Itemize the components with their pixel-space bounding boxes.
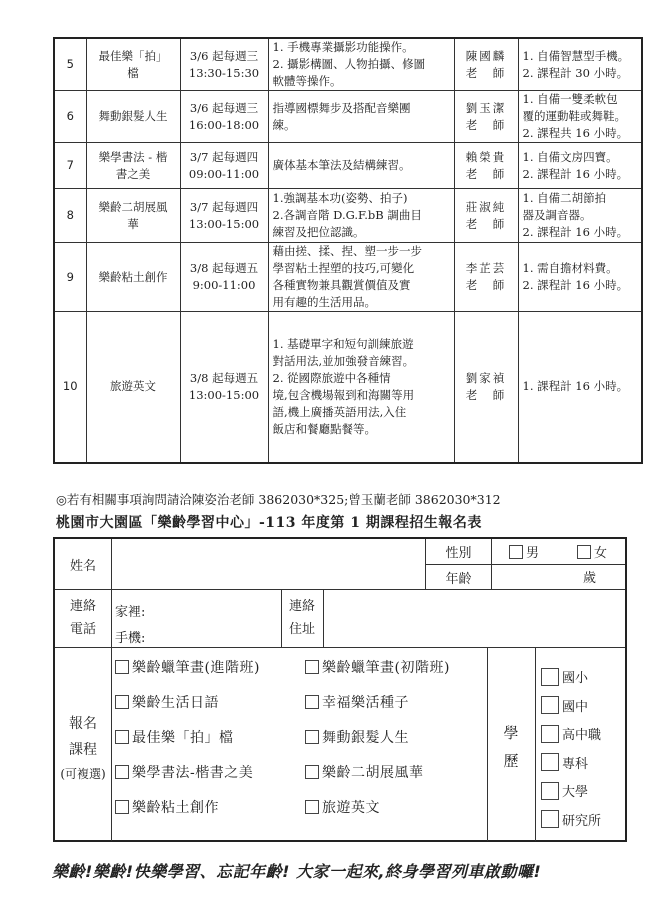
form-title: 桃園市大園區「樂齡學習中心」-113 年度第 1 期課程招生報名表 (56, 515, 482, 531)
course-option-label: 幸福樂活種子 (322, 695, 409, 711)
course-time: 3/8 起每週五 9:00-11:00 (180, 243, 268, 312)
course-multi-note: (可複選) (60, 767, 106, 781)
course-teacher: 賴榮貴 老 師 (454, 143, 518, 189)
education-option[interactable] (541, 753, 588, 772)
course-checkbox[interactable] (305, 660, 319, 674)
female-label: 女 (594, 546, 608, 561)
home-phone-label: 家裡: (115, 605, 146, 620)
education-checkbox[interactable] (541, 696, 559, 714)
education-option[interactable] (541, 781, 588, 800)
course-checkbox[interactable] (305, 765, 319, 779)
course-option-label: 樂齡二胡展風華 (322, 765, 424, 781)
gender-label: 性別 (445, 546, 472, 561)
course-name: 旅遊英文 (86, 312, 180, 463)
course-row (54, 143, 642, 189)
course-num: 10 (54, 312, 86, 463)
course-option[interactable] (305, 762, 424, 782)
male-label: 男 (526, 546, 540, 561)
course-option[interactable] (305, 692, 409, 712)
course-num: 7 (54, 143, 86, 189)
education-option-label: 國小 (562, 671, 589, 686)
course-teacher: 李芷芸 老 師 (454, 243, 518, 312)
course-note: 1. 自備一雙柔軟包 覆的運動鞋或舞鞋。 2. 課程共 16 小時。 (518, 91, 642, 143)
course-time: 3/6 起每週三 16:00-18:00 (180, 91, 268, 143)
education-option-label: 高中職 (562, 728, 602, 743)
course-checkbox[interactable] (115, 660, 129, 674)
course-option-label: 最佳樂「拍」檔 (132, 730, 234, 746)
course-option-label: 樂齡蠟筆畫(初階班) (322, 660, 450, 676)
gender-male-option[interactable] (509, 542, 539, 561)
course-content: 廣体基本筆法及結構練習。 (268, 143, 454, 189)
course-option-label: 舞動銀髮人生 (322, 730, 409, 746)
education-option-label: 國中 (562, 699, 589, 715)
gender-female-option[interactable] (577, 542, 607, 561)
course-label: 報名 課程 (69, 716, 97, 758)
course-num: 5 (54, 38, 86, 91)
course-note: 1. 自備智慧型手機。 2. 課程計 30 小時。 (518, 38, 642, 91)
course-note: 1. 需自擔材料費。 2. 課程計 16 小時。 (518, 243, 642, 312)
course-option-label: 旅遊英文 (322, 800, 380, 816)
course-row (54, 243, 642, 312)
course-note: 1. 自備二胡節拍 器及調音器。 2. 課程計 16 小時。 (518, 189, 642, 243)
course-name: 樂學書法 - 楷 書之美 (86, 143, 180, 189)
course-name: 最佳樂「拍」 檔 (86, 38, 180, 91)
education-checkbox[interactable] (541, 668, 559, 686)
course-checkbox[interactable] (115, 730, 129, 744)
course-checkbox[interactable] (305, 800, 319, 814)
course-checkbox[interactable] (115, 695, 129, 709)
course-note: 1. 課程計 16 小時。 (518, 312, 642, 463)
course-checkbox[interactable] (305, 695, 319, 709)
course-option[interactable] (115, 692, 219, 712)
course-num: 9 (54, 243, 86, 312)
education-checkbox[interactable] (541, 782, 559, 800)
course-teacher: 陳國麟 老 師 (454, 38, 518, 91)
course-content: 1. 基礎單字和短句訓練旅遊 對話用法,並加強發音練習。 2. 從國際旅遊中各種情 境,包含機場報到和海關等用 語,機上廣播英語用法,入住 飯店和餐廳點餐等。 (268, 312, 454, 463)
name-field[interactable] (112, 539, 424, 589)
education-option[interactable] (541, 810, 601, 829)
education-option-label: 大學 (562, 785, 589, 800)
course-option[interactable] (305, 797, 380, 817)
education-option-label: 研究所 (562, 813, 602, 829)
course-time: 3/8 起每週五 13:00-15:00 (180, 312, 268, 463)
phone-label: 連絡 電話 (69, 599, 96, 637)
education-option[interactable] (541, 667, 588, 686)
course-row (54, 38, 642, 91)
course-option[interactable] (305, 727, 409, 747)
course-teacher: 劉家禎 老 師 (454, 312, 518, 463)
course-row (54, 312, 642, 463)
age-label: 年齡 (445, 571, 472, 587)
course-content: 1.強調基本功(姿勢、拍子) 2.各調音階 D.G.F.bB 調曲目 練習及把位認識。 (268, 189, 454, 243)
course-content: 1. 手機專業攝影功能操作。 2. 攝影構圖、人物拍攝、修圖 軟體等操作。 (268, 38, 454, 91)
course-name: 樂齡二胡展風 華 (86, 189, 180, 243)
course-content: 藉由搓、揉、捏、塑一步一步 學習粘土捏塑的技巧,可變化 各種實物兼具觀賞價值及實 用有趣的生活用品。 (268, 243, 454, 312)
education-option[interactable] (541, 696, 588, 715)
course-option-label: 樂齡蠟筆畫(進階班) (132, 660, 260, 676)
education-checkbox[interactable] (541, 810, 559, 828)
course-row (54, 91, 642, 143)
course-teacher: 莊淑純 老 師 (454, 189, 518, 243)
course-num: 8 (54, 189, 86, 243)
course-name: 樂齡粘土創作 (86, 243, 180, 312)
male-checkbox[interactable] (509, 545, 523, 559)
course-time: 3/6 起每週三 13:30-15:30 (180, 38, 268, 91)
course-option-label: 樂齡粘土創作 (132, 800, 219, 816)
course-option[interactable] (115, 657, 260, 677)
course-option[interactable] (305, 657, 450, 677)
course-option[interactable] (115, 727, 234, 747)
course-option-label: 樂學書法-楷書之美 (132, 765, 254, 781)
course-note: 1. 自備文房四寶。 2. 課程計 16 小時。 (518, 143, 642, 189)
education-checkbox[interactable] (541, 725, 559, 743)
course-name: 舞動銀髮人生 (86, 91, 180, 143)
education-option-label: 專科 (562, 756, 589, 772)
course-num: 6 (54, 91, 86, 143)
phone-field[interactable] (155, 597, 275, 643)
course-option[interactable] (115, 797, 219, 817)
course-checkbox[interactable] (115, 800, 129, 814)
age-field[interactable] (492, 565, 582, 589)
name-label: 姓名 (69, 558, 96, 574)
course-checkbox[interactable] (115, 765, 129, 779)
course-content: 指導國標舞步及搭配音樂團 練。 (268, 91, 454, 143)
course-checkbox[interactable] (305, 730, 319, 744)
course-table (53, 37, 643, 464)
education-label: 學 歷 (503, 724, 519, 770)
course-option-label: 樂齡生活日語 (132, 695, 219, 711)
course-time: 3/7 起每週四 09:00-11:00 (180, 143, 268, 189)
education-option[interactable] (541, 724, 601, 743)
course-option[interactable] (115, 762, 253, 782)
slogan: 樂齡!樂齡!快樂學習、忘記年齡! 大家一起來,終身學習列車啟動囉! (52, 862, 542, 881)
course-teacher: 劉玉潔 老 師 (454, 91, 518, 143)
course-row (54, 189, 642, 243)
contact-info: ◎若有相關事項詢問請洽陳姿治老師 3862030*325;曾玉蘭老師 3862030*312 (56, 492, 501, 507)
age-unit: 歲 (583, 571, 597, 586)
address-field[interactable] (325, 591, 621, 645)
address-label: 連絡 住址 (288, 599, 315, 637)
mobile-phone-label: 手機: (115, 631, 146, 646)
education-checkbox[interactable] (541, 753, 559, 771)
registration-form (53, 537, 627, 842)
female-checkbox[interactable] (577, 545, 591, 559)
course-time: 3/7 起每週四 13:00-15:00 (180, 189, 268, 243)
